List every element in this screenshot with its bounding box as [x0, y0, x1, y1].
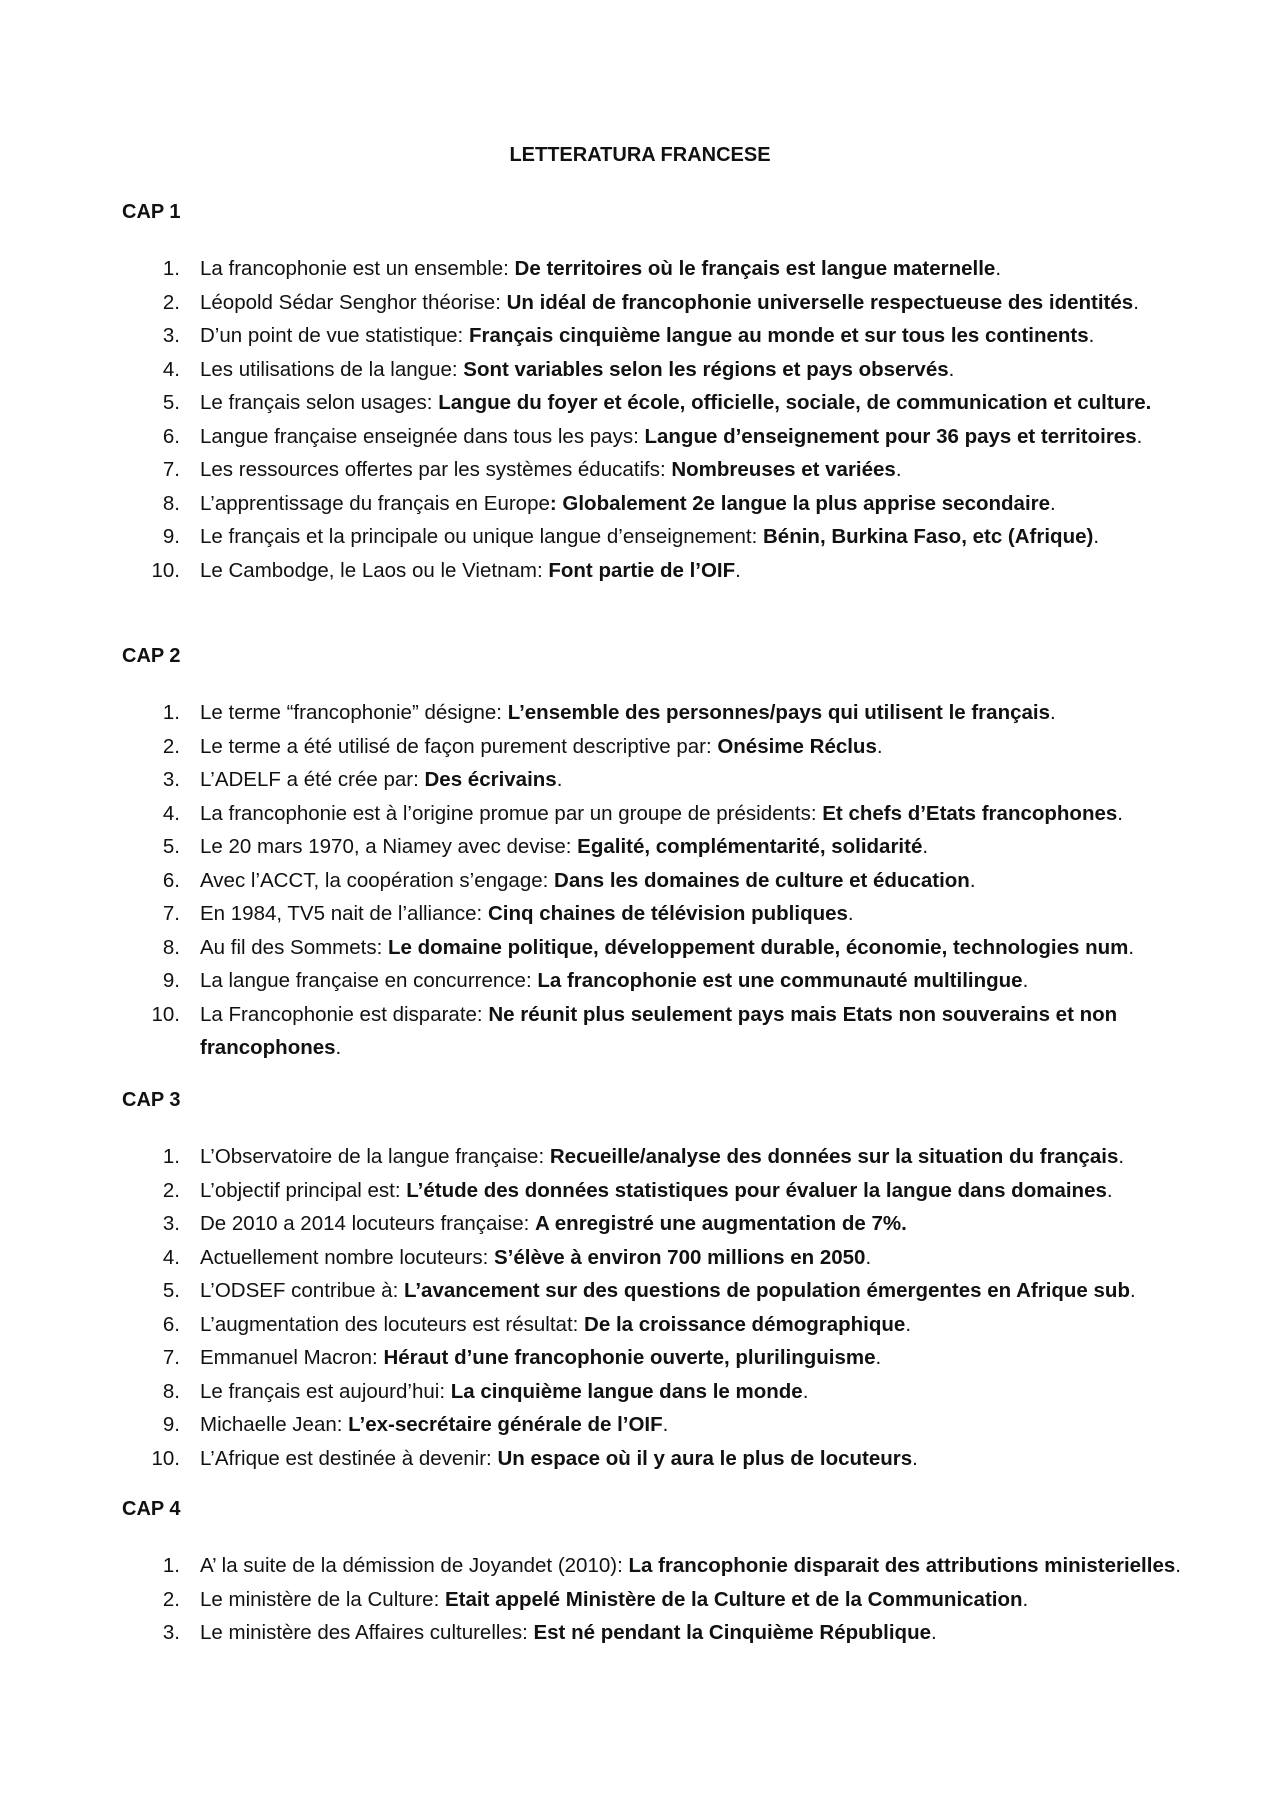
item-end: . — [1117, 801, 1123, 825]
item-end: . — [1136, 424, 1143, 448]
item-answer: Et chefs d’Etats francophones — [822, 801, 1118, 825]
item-end: . — [335, 1036, 342, 1059]
item-answer: Est né pendant la Cinquième République — [533, 1621, 932, 1644]
item-question: Le ministère de la Culture: — [200, 1587, 445, 1611]
item-end: . — [931, 1621, 937, 1644]
item-answer: La francophonie est une communauté multilingue — [537, 969, 1023, 992]
list-item — [122, 554, 1182, 588]
section-heading: CAP 3 — [122, 1089, 181, 1111]
list-item — [122, 1174, 1182, 1208]
item-answer: La francophonie disparait des attributions ministerielles — [628, 1554, 1176, 1577]
item-question: A’ la suite de la démission de Joyandet (2010): — [200, 1554, 629, 1577]
item-end: . — [995, 257, 1002, 280]
list-item — [122, 1442, 1182, 1476]
item-question: La francophonie est un ensemble: — [200, 257, 515, 280]
list-item — [122, 319, 1182, 353]
item-number: 6. — [162, 868, 180, 892]
item-number: 1. — [162, 257, 180, 280]
item-answer: L’étude des données statistiques pour évaluer la langue dans domaines — [406, 1178, 1107, 1202]
list-item — [122, 252, 1182, 286]
item-answer: Egalité, complémentarité, solidarité — [577, 835, 923, 858]
item-question: La francophonie est à l’origine promue par un groupe de présidents: — [200, 801, 823, 825]
item-number: 7. — [162, 1346, 180, 1369]
item-number: 7. — [162, 902, 180, 925]
item-question: En 1984, TV5 nait de l’alliance: — [200, 902, 488, 925]
item-end: . — [922, 835, 929, 858]
item-question: Les utilisations de la langue: — [200, 357, 464, 381]
item-number: 1. — [162, 701, 180, 724]
item-number: 6. — [162, 424, 180, 448]
item-number: 8. — [162, 491, 180, 515]
item-answer: Ne réunit plus seulement pays mais Etats non souverains et non francophones — [200, 1002, 1118, 1059]
item-end: . — [895, 458, 902, 481]
item-number: 1. — [162, 1145, 180, 1168]
item-question: L’augmentation des locuteurs est résultat: — [200, 1312, 585, 1336]
item-answer: Héraut d’une francophonie ouverte, plurilinguisme — [383, 1346, 876, 1369]
item-number: 2. — [162, 734, 180, 758]
item-question: La langue française en concurrence: — [200, 969, 538, 992]
list-item — [122, 897, 1182, 931]
item-number: 10. — [151, 558, 180, 582]
item-answer: L’ensemble des personnes/pays qui utilisent le français — [507, 701, 1050, 724]
item-number: 9. — [162, 525, 180, 548]
item-answer: Langue du foyer et école, officielle, sociale, de communication et culture. — [438, 391, 1152, 414]
item-answer: A enregistré une augmentation de 7%. — [535, 1212, 907, 1235]
question-list — [122, 696, 1182, 1065]
question-list — [122, 1549, 1182, 1650]
item-end: . — [969, 868, 976, 892]
section-heading: CAP 4 — [122, 1498, 181, 1520]
item-number: 2. — [162, 1178, 180, 1202]
item-question: Le Cambodge, le Laos ou le Vietnam: — [200, 558, 549, 582]
item-number: 3. — [162, 768, 180, 791]
item-answer: Des écrivains — [424, 768, 557, 791]
item-question: Les ressources offertes par les systèmes éducatifs: — [200, 458, 672, 481]
item-end: . — [905, 1312, 912, 1336]
list-item — [122, 864, 1182, 898]
item-question: Le français selon usages: — [200, 391, 439, 414]
item-answer: Onésime Réclus — [717, 734, 877, 758]
section-heading: CAP 2 — [122, 645, 181, 667]
item-number: 10. — [151, 1446, 180, 1470]
item-number: 6. — [162, 1312, 180, 1336]
item-question: Au fil des Sommets: — [200, 935, 388, 959]
list-item — [122, 696, 1182, 730]
item-number: 4. — [162, 357, 180, 381]
list-item — [122, 353, 1182, 387]
item-end: . — [735, 558, 741, 582]
list-item — [122, 1375, 1182, 1409]
item-end: . — [1050, 701, 1056, 724]
item-number: 4. — [162, 1245, 180, 1269]
item-number: 10. — [151, 1002, 180, 1026]
item-end: . — [876, 734, 883, 758]
item-question: Le terme “francophonie” désigne: — [200, 701, 508, 724]
item-end: . — [1050, 491, 1056, 515]
item-end: . — [802, 1379, 809, 1403]
item-number: 8. — [162, 1379, 180, 1403]
item-answer: Un idéal de francophonie universelle respectueuse des identités — [506, 290, 1134, 314]
section-heading: CAP 1 — [122, 201, 181, 223]
item-answer: Langue d’enseignement pour 36 pays et territoires — [644, 424, 1137, 448]
item-number: 9. — [162, 1413, 180, 1436]
list-item — [122, 1274, 1182, 1308]
item-end: . — [847, 902, 854, 925]
item-question: Le terme a été utilisé de façon purement descriptive par: — [200, 734, 718, 758]
list-item — [122, 1616, 1182, 1650]
item-answer: : Globalement 2e langue la plus apprise secondaire — [549, 491, 1051, 515]
document-title: LETTERATURA FRANCESE — [509, 144, 771, 166]
question-list — [122, 252, 1182, 587]
item-question: L’Afrique est destinée à devenir: — [200, 1446, 498, 1470]
section-cap-2 — [122, 644, 1182, 1065]
list-item — [122, 487, 1182, 521]
item-end: . — [1088, 324, 1095, 347]
item-number: 8. — [162, 935, 180, 959]
item-number: 4. — [162, 801, 180, 825]
list-item — [122, 1341, 1182, 1375]
item-question: L’ODSEF contribue à: — [200, 1279, 404, 1302]
list-item — [122, 1583, 1182, 1617]
item-end: . — [1022, 969, 1029, 992]
item-end: . — [865, 1245, 872, 1269]
item-number: 3. — [162, 324, 180, 347]
list-item — [122, 1140, 1182, 1174]
list-item — [122, 797, 1182, 831]
item-answer: L’avancement sur des questions de population émergentes en Afrique sub — [403, 1279, 1130, 1302]
item-question: Le 20 mars 1970, a Niamey avec devise: — [200, 835, 578, 858]
item-question: De 2010 a 2014 locuteurs française: — [200, 1212, 536, 1235]
item-answer: Français cinquième langue au monde et sur tous les continents — [468, 324, 1089, 347]
item-answer: L’ex-secrétaire générale de l’OIF — [348, 1413, 663, 1436]
item-answer: Un espace où il y aura le plus de locuteurs — [497, 1446, 913, 1470]
item-number: 7. — [162, 458, 180, 481]
item-number: 1. — [162, 1554, 180, 1577]
item-answer: Recueille/analyse des données sur la situation du français — [549, 1145, 1119, 1168]
item-end: . — [662, 1413, 669, 1436]
list-item — [122, 520, 1182, 554]
item-answer: Le domaine politique, développement durable, économie, technologies num — [387, 935, 1129, 959]
list-item — [122, 730, 1182, 764]
item-end: . — [875, 1346, 882, 1369]
section-cap-1 — [122, 200, 1182, 587]
item-end: . — [1175, 1554, 1181, 1577]
item-number: 9. — [162, 969, 180, 992]
item-end: . — [1129, 1279, 1136, 1302]
list-item — [122, 830, 1182, 864]
item-question: Langue française enseignée dans tous les pays: — [200, 424, 645, 448]
item-question: Le français et la principale ou unique langue d’enseignement: — [200, 525, 763, 548]
item-answer: Etait appelé Ministère de la Culture et de la Communication — [444, 1587, 1023, 1611]
item-end: . — [1128, 935, 1135, 959]
list-item — [122, 386, 1182, 420]
item-answer: Bénin, Burkina Faso, etc (Afrique) — [763, 525, 1094, 548]
item-answer: Cinq chaines de télévision publiques — [487, 902, 848, 925]
item-question: Léopold Sédar Senghor théorise: — [200, 290, 507, 314]
list-item — [122, 964, 1182, 998]
list-item — [122, 453, 1182, 487]
item-answer: La cinquième langue dans le monde — [450, 1379, 803, 1403]
item-end: . — [1133, 290, 1139, 314]
item-end: . — [912, 1446, 918, 1470]
item-end: . — [556, 768, 563, 791]
item-answer: De la croissance démographique — [584, 1312, 906, 1336]
list-item — [122, 1408, 1182, 1442]
item-question: Le ministère des Affaires culturelles: — [200, 1621, 534, 1644]
item-question: La Francophonie est disparate: — [200, 1002, 489, 1026]
item-answer: Nombreuses et variées — [671, 458, 896, 481]
list-item — [122, 1207, 1182, 1241]
item-question: L’apprentissage du français en Europe — [200, 491, 550, 515]
list-item — [122, 998, 1182, 1065]
item-end: . — [1093, 525, 1100, 548]
item-number: 2. — [162, 290, 180, 314]
list-item — [122, 931, 1182, 965]
item-question: Actuellement nombre locuteurs: — [200, 1245, 494, 1269]
item-end: . — [1106, 1178, 1113, 1202]
list-item — [122, 763, 1182, 797]
section-cap-3 — [122, 1088, 1182, 1475]
list-item — [122, 1241, 1182, 1275]
item-number: 3. — [162, 1212, 180, 1235]
section-cap-4 — [122, 1497, 1182, 1650]
list-item — [122, 420, 1182, 454]
list-item — [122, 1549, 1182, 1583]
item-answer: Dans les domaines de culture et éducation — [554, 868, 970, 892]
item-end: . — [1118, 1145, 1125, 1168]
item-question: Michaelle Jean: — [200, 1413, 349, 1436]
list-item — [122, 286, 1182, 320]
item-answer: Font partie de l’OIF — [548, 558, 736, 582]
item-question: L’objectif principal est: — [200, 1178, 407, 1202]
item-number: 2. — [162, 1587, 180, 1611]
list-item — [122, 1308, 1182, 1342]
item-end: . — [1022, 1587, 1029, 1611]
item-number: 5. — [162, 391, 180, 414]
item-answer: S’élève à environ 700 millions en 2050 — [493, 1245, 866, 1269]
item-question: Avec l’ACCT, la coopération s’engage: — [200, 868, 555, 892]
item-question: Emmanuel Macron: — [200, 1346, 384, 1369]
item-question: L’ADELF a été crée par: — [200, 768, 425, 791]
item-answer: Sont variables selon les régions et pays observés — [463, 357, 949, 381]
item-number: 5. — [162, 1279, 180, 1302]
item-number: 3. — [162, 1621, 180, 1644]
item-question: L’Observatoire de la langue française: — [200, 1145, 550, 1168]
item-end: . — [948, 357, 955, 381]
item-question: D’un point de vue statistique: — [200, 324, 469, 347]
question-list — [122, 1140, 1182, 1475]
item-number: 5. — [162, 835, 180, 858]
item-question: Le français est aujourd’hui: — [200, 1379, 451, 1403]
item-answer: De territoires où le français est langue maternelle — [514, 257, 996, 280]
